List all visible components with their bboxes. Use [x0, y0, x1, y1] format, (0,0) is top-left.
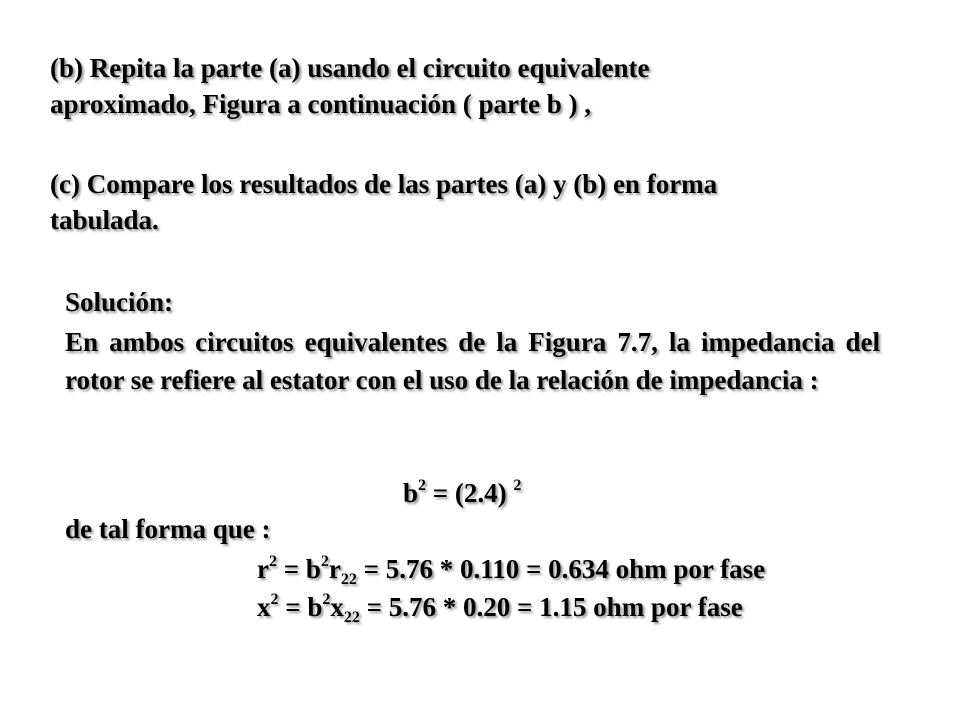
r-var: r: [328, 554, 341, 584]
resistance-equation: [257, 551, 765, 587]
part-c-paragraph: [50, 166, 930, 238]
x-b-exponent: 2: [322, 591, 331, 608]
part-c-line-2: tabulada.: [50, 205, 159, 235]
x-var: x: [330, 592, 344, 622]
solution-title: Solución:: [65, 287, 174, 317]
x-equals-b: = b: [278, 592, 323, 622]
de-tal-forma-text: de tal forma que :: [65, 514, 271, 544]
r-result: = 5.76 * 0.110 = 0.634 ohm por fase: [356, 554, 766, 584]
b-exponent: 2: [418, 477, 427, 494]
part-c-line-1: (c) Compare los resultados de las partes (a) y (b) en forma: [50, 169, 718, 199]
reactance-equation: [257, 589, 743, 625]
part-b-paragraph: [50, 50, 930, 122]
part-b-line-1: (b) Repita la parte (a) usando el circuito equivalente: [50, 53, 650, 83]
x-result: = 5.76 * 0.20 = 1.15 ohm por fase: [359, 592, 743, 622]
r-var-subscript: 22: [340, 571, 357, 588]
x-lhs: x: [257, 592, 271, 622]
solution-text: En ambos circuitos equivalentes de la Figura 7.7, la impedancia del rotor se refiere al estator con el uso de la relación de impedancia :: [65, 327, 880, 395]
ratio-exponent: 2: [513, 477, 522, 494]
r-b-exponent: 2: [320, 553, 329, 570]
b-equation-middle: = (2.4): [426, 478, 514, 508]
b-squared-equation: [403, 475, 521, 511]
x-lhs-exponent: 2: [270, 591, 279, 608]
part-b-line-2: aproximado, Figura a continuación ( parte b ) ,: [50, 89, 592, 119]
x-var-subscript: 22: [343, 609, 360, 626]
b-symbol: b: [403, 478, 419, 508]
r-equals-b: = b: [276, 554, 321, 584]
r-lhs-exponent: 2: [268, 553, 277, 570]
r-lhs: r: [257, 554, 269, 584]
